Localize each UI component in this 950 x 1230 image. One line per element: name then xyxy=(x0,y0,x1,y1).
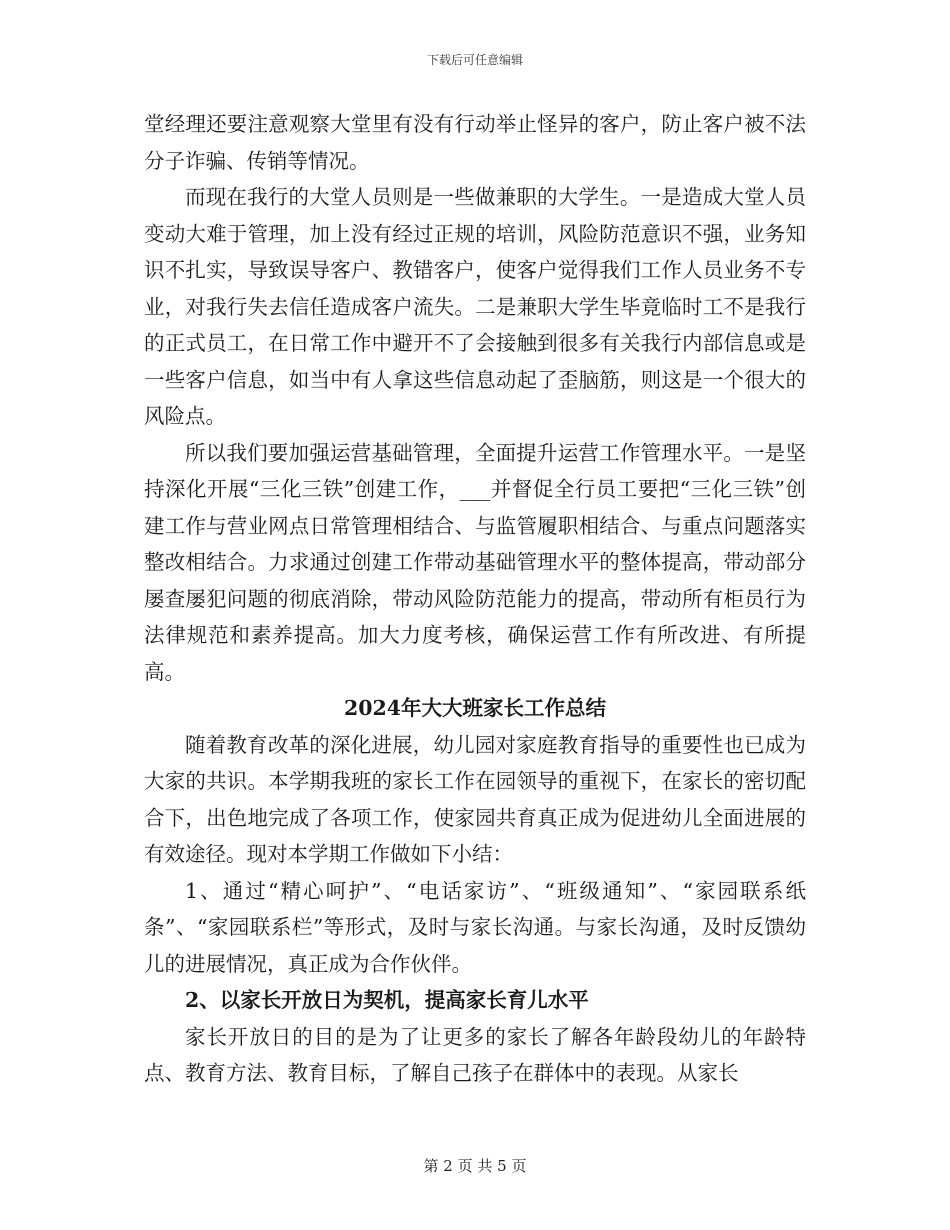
paragraph-4: 随着教育改革的深化进展，幼儿园对家庭教育指导的重要性也已成为大家的共识。本学期我班的家长工作在园领导的重视下，在家长的密切配合下，出色地完成了各项工作，使家园共育真正成为促进幼儿全面进展的有效途径。现对本学期工作做如下小结： xyxy=(144,732,806,866)
paragraph-1: 堂经理还要注意观察大堂里有没有行动举止怪异的客户，防止客户被不法分子诈骗、传销等情况。 xyxy=(144,112,806,173)
paragraph-5: 1、通过“精心呵护”、“电话家访”、“班级通知”、“家园联系纸条”、“家园联系栏”等形式，及时与家长沟通。与家长沟通，及时反馈幼儿的进展情况，真正成为合作伙伴。 xyxy=(144,878,806,976)
paragraph-6: 家长开放日的目的是为了让更多的家长了解各年龄段幼儿的年龄特点、教育方法、教育目标，了解自己孩子在群体中的表现。从家长 xyxy=(144,1024,806,1085)
document-title: 2024年大大班家长工作总结 xyxy=(343,696,607,720)
page-number: 第 2 页 共 5 页 xyxy=(423,1157,527,1175)
paragraph-2: 而现在我行的大堂人员则是一些做兼职的大学生。一是造成大堂人员变动大难于管理，加上没有经过正规的培训，风险防范意识不强，业务知识不扎实，导致误导客户、教错客户，使客户觉得我们工作人员业务不专业，对我行失去信任造成客户流失。二是兼职大学生毕竟临时工不是我行的正式员工，在日常工作中避开不了会接触到很多有关我行内部信息或是一些客户信息，如当中有人拿这些信息动起了歪脑筋，则这是一个很大的风险点。 xyxy=(144,185,806,428)
paragraph-3: 所以我们要加强运营基础管理，全面提升运营工作管理水平。一是坚持深化开展“三化三铁”创建工作，___并督促全行员工要把“三化三铁”创建工作与营业网点日常管理相结合、与监管履职相结合、与重点问题落实整改相结合。力求通过创建工作带动基础管理水平的整体提高，带动部分屡查屡犯问题的彻底消除，带动风险防范能力的提高，带动所有柜员行为法律规范和素养提高。加大力度考核，确保运营工作有所改进、有所提高。 xyxy=(144,440,806,684)
section-heading-2: 2、以家长开放日为契机，提高家长育儿水平 xyxy=(185,988,589,1012)
page-header-note: 下载后可任意编辑 xyxy=(426,53,523,67)
document-body xyxy=(144,106,806,1092)
